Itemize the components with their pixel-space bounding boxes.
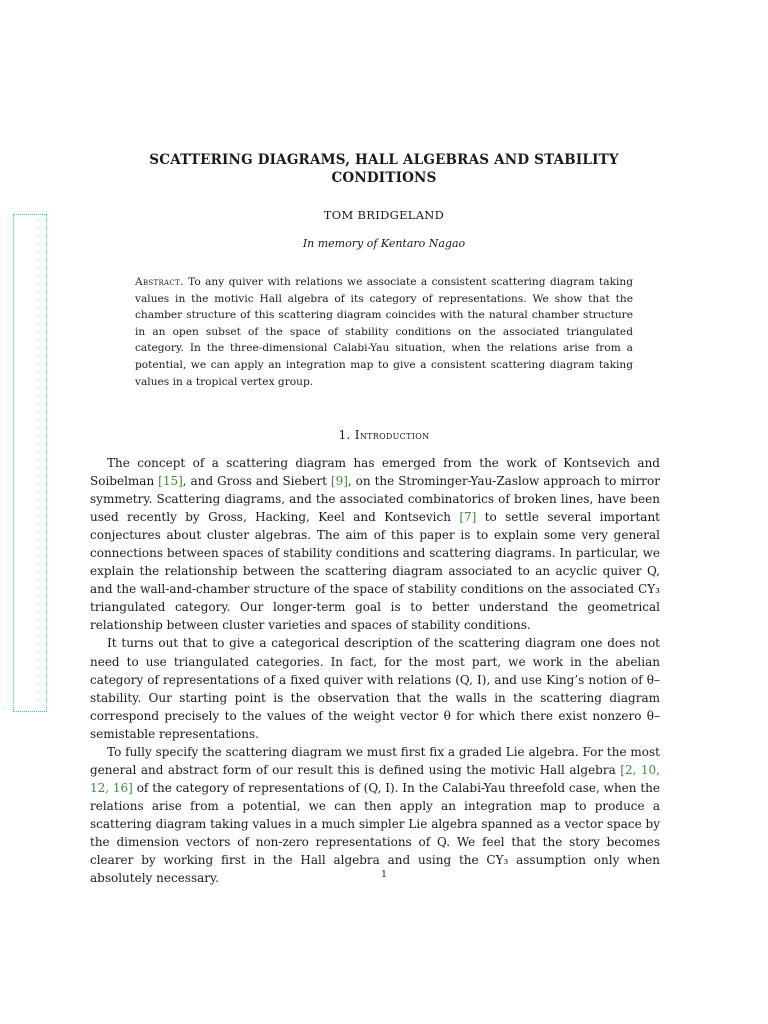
abstract-text: To any quiver with relations we associate a consistent scattering diagram taking values in the motivic Hall algebra of its category of representations. We show that the chamber structure of this scattering diagram coincides with the natural chamber structure in an open subset of the space of stability conditions on the associated triangulated category. In the three-dimensional Calabi-Yau situation, when the relations arise from a potential, we can apply an integration map to give a consistent scattering diagram taking values in a tropical vertex group. [135,276,633,388]
paragraph-1-text-4: to settle several important conjectures about cluster algebras. The aim of this paper is to explain some very general connections between spaces of stability conditions and scattering diagrams. In particular, we explain the relationship between the scattering diagram associated to an acyclic quiver Q, and the wall-and-chamber structure of the space of stability conditions on the associated CY₃ triangulated category. Our longer-term goal is to better understand the geometrical relationship between cluster varieties and spaces of stability conditions. [90,510,661,633]
paragraph-3-text-2: of the category of representations of (Q, I). In the Calabi-Yau threefold case, when the relations arise from a potential, we can then apply an integration map to produce a scattering diagram taking values in a much simpler Lie algebra spanned as a vector space by the dimension vectors of non-zero representations of Q. We feel that the story becomes clearer by working first in the Hall algebra and using the CY₃ assumption only when absolutely necessary. [90,780,660,886]
citation-link-hall-algebra[interactable]: [2, 10, 12, 16] [90,762,660,795]
page-number: 1 [380,869,388,880]
citation-link-7[interactable]: [7] [459,510,477,525]
paragraph-1-text-1: The concept of a scattering diagram has emerged from the work of Kontsevich and Soibelman [90,456,660,489]
abstract-label: Abstract. [135,276,184,288]
paragraph-1-text-2: , and Gross and Siebert [182,474,331,489]
citation-link-9[interactable]: [9] [330,474,348,489]
dedication: In memory of Kentaro Nagao [302,237,466,250]
author-name: TOM BRIDGELAND [323,208,445,222]
abstract [135,274,633,390]
paragraph-3 [90,743,660,887]
citation-link-15[interactable]: [15] [158,474,183,489]
paragraph-2: It turns out that to give a categorical description of the scattering diagram one does not need to use triangulated categories. In fact, for the most part, we work in the abelian category of representations of a fixed quiver with relations (Q, I), and use King’s notion of θ–stability. Our starting point is the observation that the walls in the scattering diagram correspond precisely to the values of the weight vector θ for which there exist nonzero θ–semistable representations. [90,636,660,741]
paragraph-3-text-1: To fully specify the scattering diagram we must first fix a graded Lie algebra. For the most general and abstract form of our result this is defined using the motivic Hall algebra [90,744,660,777]
paragraph-1 [90,454,660,634]
arxiv-stamp-box [13,214,47,712]
section-heading: 1. Introduction [338,428,430,442]
body-text [90,454,660,887]
paragraph-1-text-3: , on the Strominger-Yau-Zaslow approach to mirror symmetry. Scattering diagrams, and the associated combinatorics of broken lines, have been used recently by Gross, Hacking, Keel and Kontsevich [90,474,660,525]
paper-title: SCATTERING DIAGRAMS, HALL ALGEBRAS AND STABILITY CONDITIONS [149,152,619,186]
